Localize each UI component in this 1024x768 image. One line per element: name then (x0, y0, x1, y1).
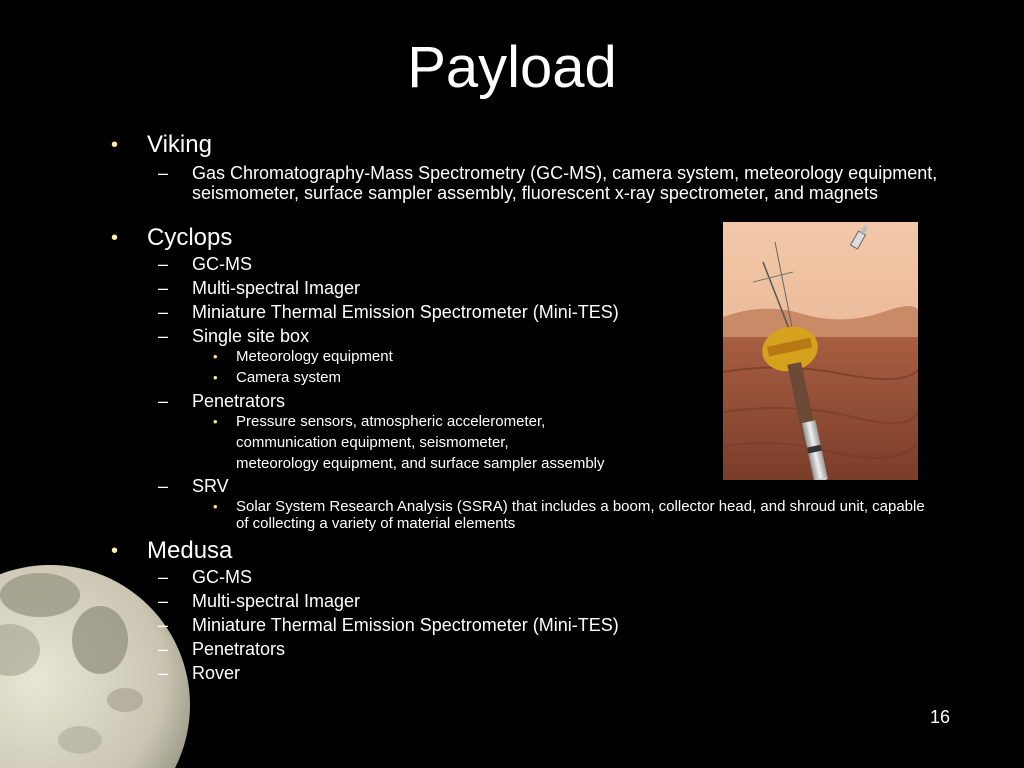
dash-glyph: – (158, 278, 169, 298)
list-item: Penetrators (192, 639, 286, 659)
list-item: Gas Chromatography-Mass Spectrometry (GC-MS), camera system, meteorology equipment, seismometer, surface sampler assembly, fluorescent x-ray spectrometer, and magnets (192, 163, 938, 203)
list-item: Penetrators (192, 391, 286, 411)
sub-bullet-glyph: • (213, 370, 218, 385)
dash-glyph: – (158, 639, 169, 659)
list-item: Multi-spectral Imager (192, 278, 361, 298)
list-subitem-continuation: meteorology equipment, and surface sampler assembly (236, 455, 605, 472)
list-subitem: Solar System Research Analysis (SSRA) that includes a boom, collector head, and shroud unit, capable of collecting a variety of material elements (236, 498, 925, 532)
dash-glyph: – (158, 615, 169, 635)
list-item: GC-MS (192, 254, 252, 274)
list-item: Single site box (192, 326, 310, 346)
list-subitem: Camera system (236, 369, 342, 386)
section-heading-viking: Viking (147, 131, 212, 158)
section-heading-cyclops: Cyclops (147, 224, 233, 251)
list-subitem: Meteorology equipment (236, 348, 393, 365)
dash-glyph: – (158, 391, 169, 411)
list-item: Rover (192, 663, 241, 683)
page-number: 16 (930, 707, 951, 727)
sub-bullet-glyph: • (213, 349, 218, 364)
list-item: SRV (192, 476, 229, 496)
dash-glyph: – (158, 663, 169, 683)
list-item: Miniature Thermal Emission Spectrometer (Mini-TES) (192, 302, 619, 322)
dash-glyph: – (158, 302, 169, 322)
dash-glyph: – (158, 567, 169, 587)
section-heading-medusa: Medusa (147, 537, 233, 564)
penetrator-probe-image (723, 222, 918, 480)
sub-bullet-glyph: • (213, 414, 218, 429)
bullet-glyph: • (111, 134, 119, 156)
dash-glyph: – (158, 163, 169, 183)
dash-glyph: – (158, 591, 169, 611)
dash-glyph: – (158, 254, 169, 274)
list-subitem-continuation: communication equipment, seismometer, (236, 434, 509, 451)
list-item: GC-MS (192, 567, 252, 587)
list-item: Miniature Thermal Emission Spectrometer (Mini-TES) (192, 615, 619, 635)
list-subitem: Pressure sensors, atmospheric accelerometer, (236, 413, 546, 430)
bullet-glyph: • (111, 227, 119, 249)
list-item: Multi-spectral Imager (192, 591, 361, 611)
bullet-glyph: • (111, 540, 119, 562)
slide-title: Payload (407, 35, 617, 100)
dash-glyph: – (158, 476, 169, 496)
sub-bullet-glyph: • (213, 499, 218, 514)
dash-glyph: – (158, 326, 169, 346)
